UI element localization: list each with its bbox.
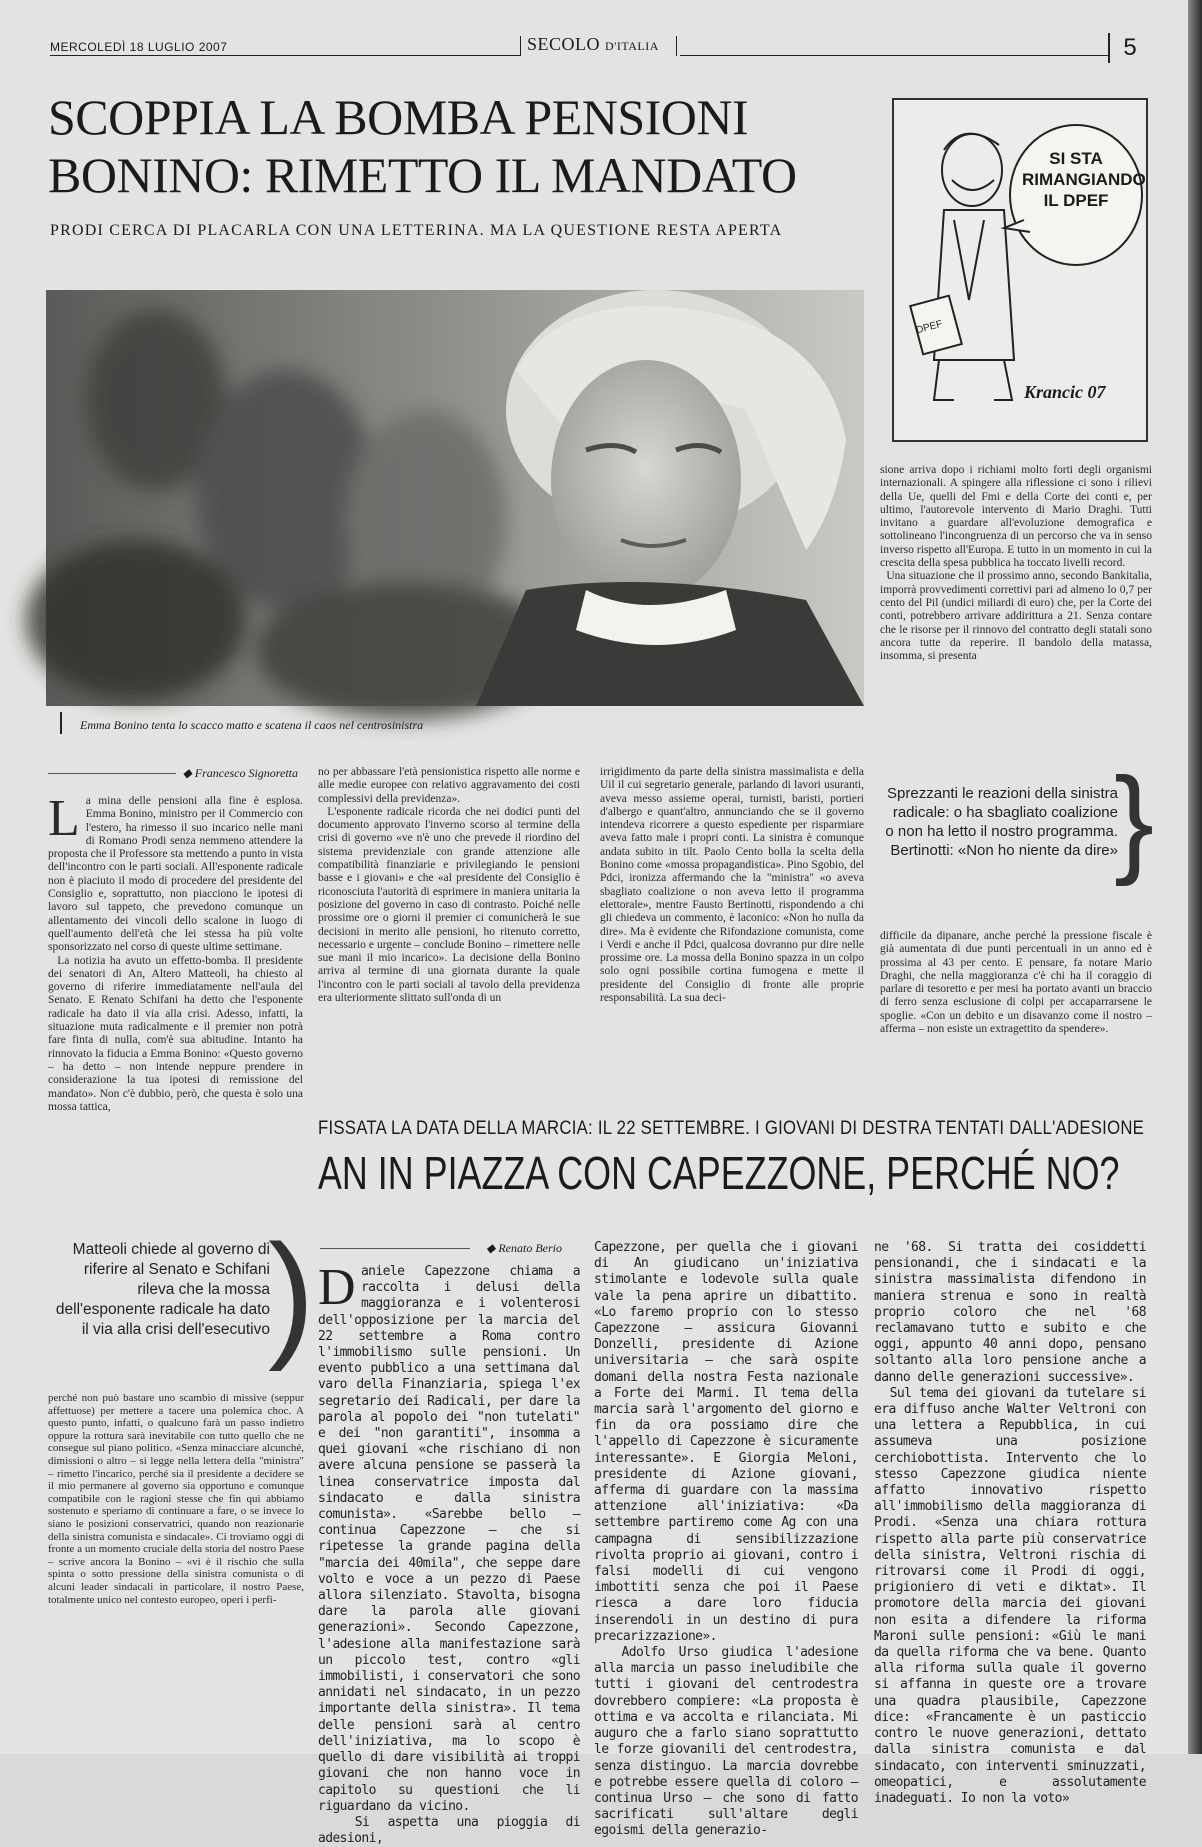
- main-headline: SCOPPIA LA BOMBA PENSIONI BONINO: RIMETTO IL MANDATO: [48, 89, 797, 203]
- cartoon-signature: Krancic 07: [1024, 382, 1106, 402]
- photo-emma-bonino: [46, 290, 864, 706]
- second-article-headline: AN IN PIAZZA CON CAPEZZONE, PERCHÉ NO?: [318, 1147, 1120, 1199]
- editorial-cartoon: [892, 98, 1148, 442]
- second-article-kicker: FISSATA LA DATA DELLA MARCIA: IL 22 SETTEMBRE. I GIOVANI DI DESTRA TENTATI DALL'ADESIONE: [318, 1118, 1145, 1139]
- byline-rule: [48, 773, 176, 774]
- pull-quote-matteoli: Matteoli chiede al governo di riferire al Senato e Schifani rileva che la mossa dell'esponente radicale ha dato il via alla crisi dell'esecutivo: [55, 1241, 270, 1338]
- cartoon-speech-bubble: SI STA RIMANGIANDO IL DPEF: [1022, 149, 1146, 210]
- byline: ◆ Renato Berio: [486, 1241, 562, 1255]
- drop-cap: L: [48, 790, 80, 847]
- bracket-decoration: ): [268, 1215, 315, 1372]
- article-column-2: no per abbassare l'età pensionistica rispetto alle norme e alle medie europee con relativo aggravamento dei costi complessivi della previdenza». L'esponente radicale ricorda che nei dodici punti del documento approvato l'inverno scorso al termine della crisi di governo «ve n'è uno che prevede il riordino del sistema previdenziale con grande attenzione alle compatibilità finanziarie e privilegiando le pensioni basse e i giovani» e che «al presidente del Consiglio è riconosciuta l'autorità di esprimere in maniera unitaria la posizione del governo in caso di contrasto. Poiché nelle prossime ore o giorni il premier ci comunicherà le sue decisioni in merito alle pensioni, ho ritenuto corretto, necessario e urgente – conclude Bonino – rimettere nelle sue mani il mio incarico». La decisione della Bonino arriva al termine di una giornata durante la quale l'incontro con le parti sociali al tavolo della previdenza era ulteriormente slittato sull'onda di un: [318, 766, 580, 1005]
- masthead-rule-right: [680, 55, 1110, 56]
- caption-marker: [60, 712, 62, 734]
- issue-date: MERCOLEDÌ 18 LUGLIO 2007: [50, 40, 228, 54]
- subheadline: PRODI CERCA DI PLACARLA CON UNA LETTERINA. MA LA QUESTIONE RESTA APERTA: [50, 222, 783, 239]
- masthead-divider: [676, 36, 677, 56]
- byline: ◆ Francesco Signoretta: [182, 766, 298, 780]
- page-number: 5: [1108, 33, 1150, 63]
- photo-image: [46, 290, 864, 706]
- newspaper-name: SECOLO D'ITALIA: [527, 34, 659, 54]
- bracket-decoration: }: [1114, 753, 1155, 887]
- article-column-1-continued: perché non può bastare uno scambio di missive (seppur affettuose) per mettere a tacere una polemica choc. A questo punto, infatti, o qualcuno farà un passo indietro oppure la rottura sarà inevitabile con tutto quello che ne consegue sul piano politico. «Senza minacciare alcunché, dimissioni o altro – si legge nella lettera della "ministra" – rimetto l'incarico, perché sia il presidente a decidere se il mio permanere al governo sia opportuno e comunque compatibile con le ragioni stesse che fin qui abbiamo sostenuto e speriamo di continuare a fare, o se invece lo siano le posizioni conservatrici, quando non reazionarie della sinistra comunista e sindacale». Ci troviamo oggi di fronte a un momento cruciale della storia del nostro Paese – scrive ancora la Bonino – «vi è il rischio che sulla spinta o sotto pressione della sinistra comunista o di alcuni leader sindacali in particolare, il nostro Paese, totalmente unico nel contesto europeo, operi i perfi-: [48, 1392, 304, 1606]
- pull-quote-bertinotti: Sprezzanti le reazioni della sinistra radicale: o ha sbagliato coalizione o non ha letto il nostro programma. Bertinotti: «Non ho niente da dire»: [885, 785, 1118, 859]
- masthead-rule-left: [50, 55, 520, 56]
- second-article-column-3: Capezzone, per quella che i giovani di An giudicano un'iniziativa stimolante e lodevole sulla quale vale la pena aprire un dibattito. «Lo faremo proprio con lo stesso Capezzone – assicura Giovanni Donzelli, presidente di Azione universitaria – che sarà ospite domani della nostra Festa nazionale a Forte dei Marmi. Il tema della marcia sarà l'argomento del giorno e fin da ora possiamo dire che l'appello di Capezzone è sicuramente interessante». E Giorgia Meloni, presidente di Azione giovani, afferma di guardare con la massima attenzione all'iniziativa: «Da settembre partiremo come Ag con una campagna di sensibilizzazione rivolta proprio ai giovani, contro i falsi modelli di cui vengono imbottiti senza che poi il Paese riesca a dare loro fiducia inserendoli in un destino di pura precarizzazione». Adolfo Urso giudica l'adesione alla marcia un passo ineludibile che tutti i giovani del centrodestra dovrebbero compiere: «La proposta è ottima e va accolta e rilanciata. Mi auguro che a farlo siano soprattutto le forze giovanili del centrodestra, senza distinguo. La marcia dovrebbe e potrebbe essere quella di coloro – continua Urso – che sono di fatto sacrificati sull'altare degli egoismi della generazio-: [594, 1240, 858, 1839]
- second-article-column-2: Daniele Capezzone chiama a raccolta i delusi della maggioranza e i volenterosi dell'opposizione per la marcia del 22 settembre a Roma contro l'immobilismo sulle pensioni. Un evento pubblico a una settimana dal varo della Finanziaria, spiega l'ex segretario dei Radicali, per dare la parola al popolo dei "non tutelati" e dei "non garantiti", insomma a quei giovani «che rischiano di non avere alcuna pensione se passerà la linea conservatrice imposta dal sindacato e dalla sinistra comunista». «Sarebbe bello – continua Capezzone – che si ripetesse la grande pagina della "marcia dei 40mila", che seppe dare volto e voce a un pezzo di Paese allora silenziato. Stavolta, bisogna dare la parola alle giovani generazioni». Secondo Capezzone, l'adesione alla manifestazione sarà un piccolo test, contro «gli immobilisti, i conservatori che sono annidati nel sindacato, in un pezzo importante della sinistra». Il tema delle pensioni sarà al centro dell'iniziativa, ma lo scopo è quello di dare visibilità ai troppi giovani che non hanno voce in capitolo su questioni che li riguardano da vicino. Si aspetta una pioggia di adesioni,: [318, 1259, 580, 1847]
- second-article-column-4: ne '68. Si tratta dei cosiddetti pensionandi, che i sindacati e la sinistra massimalista difendono in maniera strenua e sono in realtà proprio coloro che nel '68 reclamavano tutto e subito e che oggi, appunto 40 anni dopo, pensano soltanto alla loro pensione anche a danno delle generazioni successive». Sul tema dei giovani da tutelare si era diffuso anche Walter Veltroni con una lettera a Repubblica, in cui assumeva una posizione cerchiobottista. Intervento che lo stesso Capezzone giudica niente affatto innovativo rispetto all'immobilismo della maggioranza di Prodi. «Senza una chiara rottura rispetto alla parte più conservatrice della sinistra, Veltroni rischia di ritrovarsi come il Prodi di oggi, prigioniero di veti e diktat». Il promotore della marcia dei giovani non esita a difendere la riforma Maroni sulle pensioni: «Giù le mani da quella riforma che va bene. Quanto alla riforma sulla quale il governo si affanna in queste ore a trovare una quadra plausibile, Capezzone dice: «Francamente è un pasticcio contro le nuove generazioni, dettato dalla sinistra comunista e dal sindacato, con interventi sminuzzati, omeopatici, e assolutamente inadeguati. Io non la voto»: [874, 1240, 1146, 1806]
- article-column-3: irrigidimento da parte della sinistra massimalista e della Uil il cui segretario generale, parlando di lavori usuranti, aveva messo assieme operai, turnisti, baristi, portieri d'albergo e quant'altro, annunciando che se il governo intendeva ricorrere a questo espediente per risparmiare aveva fatto male i propri conti. La sinistra è comunque andata subito in tilt. Paolo Cento bolla la scelta della Bonino come «mossa propagandistica». Pino Sgobio, del Pdci, ironizza affermando che la "ministra" «o aveva sbagliato coalizione o non aveva letto il programma elettorale», mentre Fausto Bertinotti, rispondendo a chi gli chiedeva un commento, è laconico: «Non ho nulla da dire». Ma è evidente che Rifondazione comunista, come i Verdi e anche il Pdci, qualcosa dovranno pur dire nelle prossime ore. La mossa della Bonino spazza in un colpo solo ogni possibile cortina fumogena e mette il presidente del Consiglio di fronte alle proprie responsabilità. La sua deci-: [600, 766, 864, 1005]
- cartoon-paper-label: DPEF: [915, 318, 944, 337]
- article-column-1: La mina delle pensioni alla fine è esplosa. Emma Bonino, ministro per il Commercio con l'estero, ha rimesso il suo incarico nelle mani di Romano Prodi senza nemmeno attendere la proposta che il Professore sta mettendo a punto in vista dell'incontro con le parti sociali. All'esponente radicale non è piaciuto il modo di procedere del presidente del Consiglio e, soprattutto, non piacciono le ipotesi di lavoro sul tappeto, che prevedono comunque un allentamento dei vincoli dello scalone in luogo di quell'aumento dell'età che lei stessa ha più volte sponsorizzato nel corso di queste ultime settimane. La notizia ha avuto un effetto-bomba. Il presidente dei senatori di An, Altero Matteoli, ha chiesto al governo di riferire immediatamente nell'aula del Senato. E Renato Schifani ha detto che l'esponente radicale ha dato il via alla crisi. Adesso, infatti, la situazione muta radicalmente e il premier non potrà fare finta di nulla, com'è sua abitudine. Intanto ha rinnovato la fiducia a Emma Bonino: «Questo governo – ha detto – non intende neppure prendere in considerazione la tua ipotesi di remissione del mandato». Non c'è dubbio, però, che questa è solo una mossa tattica,: [48, 790, 304, 1113]
- article-column-4-bottom: difficile da dipanare, anche perché la pressione fiscale è già aumentata di due punti percentuali in un anno ed è prossima al 43 per cento. E pensare, fa notare Mario Draghi, che nella maggioranza c'è chi ha il coraggio di parlare di tesoretto e per mesi ha portato avanti un braccio di ferro senza esclusione di colpi per accaparrarsene le spoglie. «Con un debito e un disavanzo come il nostro – afferma – non esiste un extragettito da spendere».: [880, 930, 1152, 1036]
- photo-caption: Emma Bonino tenta lo scacco matto e scatena il caos nel centrosinistra: [80, 718, 424, 732]
- drop-cap: D: [318, 1259, 355, 1316]
- byline-rule: [320, 1248, 470, 1249]
- article-column-4-top: sione arriva dopo i richiami molto forti degli organismi internazionali. A spingere alla riflessione ci sono i rilievi della Ue, quelli del Fmi e della Corte dei conti e, per ultimo, l'autorevole intervento di Mario Draghi. Tutti invitano a guardare all'evoluzione demografica e sottolineano l'incongruenza di un percorso che va in senso inverso rispetto all'Europa. E tutto in un momento in cui la crescita della spesa pubblica ha toccato livelli record. Una situazione che il prossimo anno, secondo Bankitalia, imporrà provvedimenti correttivi pari ad almeno lo 0,7 per cento del Pil (undici miliardi di euro) che, per la Corte dei conti, potrebbero arrivare addirittura a 21. Senza contare che le risorse per il rinnovo del contratto degli statali sono ancora tutte da reperire. Il bandolo della matassa, insomma, si presenta: [880, 464, 1153, 663]
- masthead-divider: [520, 36, 521, 56]
